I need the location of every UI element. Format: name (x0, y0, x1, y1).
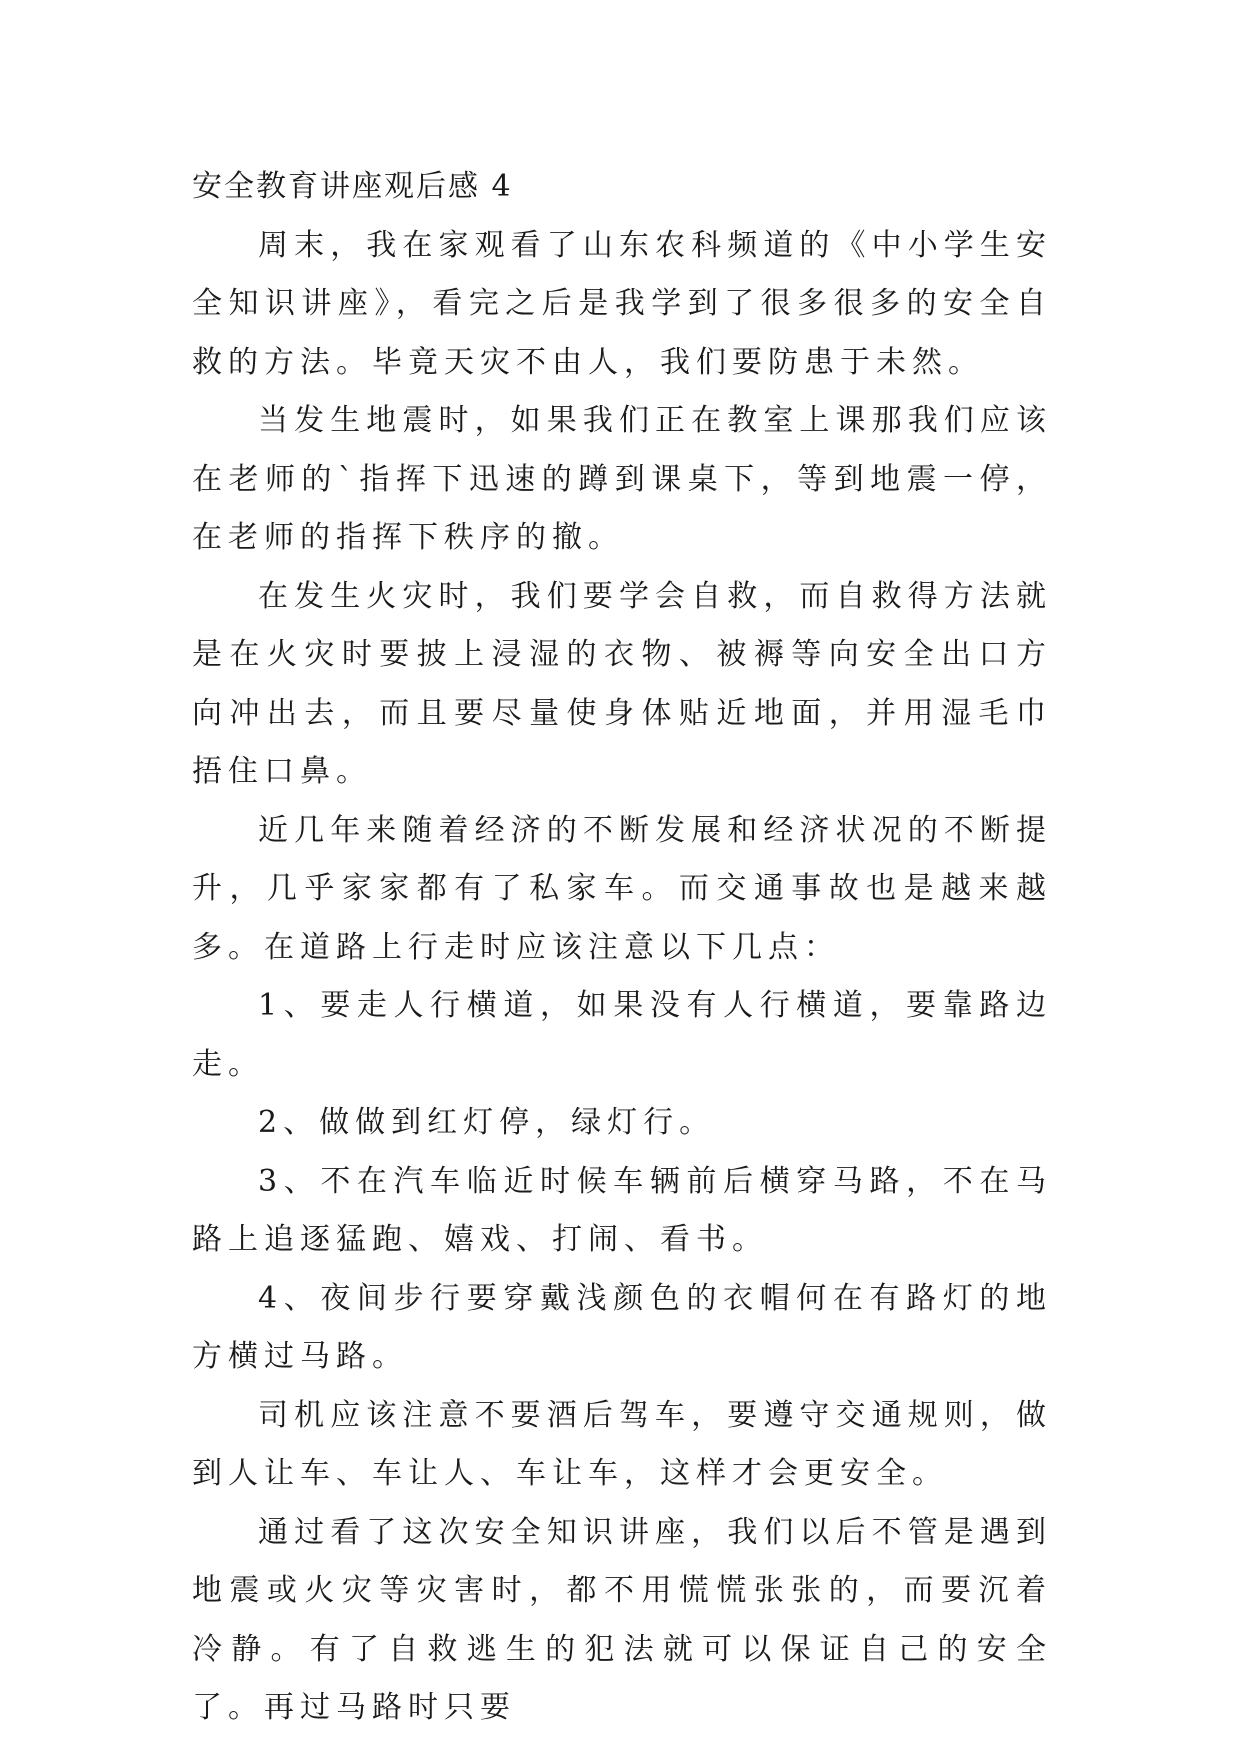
list-item-4: 4、夜间步行要穿戴浅颜色的衣帽何在有路灯的地方横过马路。 (192, 1280, 1052, 1374)
paragraph-traffic: 近几年来随着经济的不断发展和经济状况的不断提升，几乎家家都有了私家车。而交通事故也是越来越多。在道路上行走时应该注意以下几点： (192, 812, 1052, 965)
document-body (192, 158, 1052, 1738)
list-item-1: 1、要走人行横道，如果没有人行横道，要靠路边走。 (192, 988, 1052, 1082)
paragraph-conclusion: 通过看了这次安全知识讲座，我们以后不管是遇到地震或火灾等灾害时，都不用慌慌张张的，而要沉着冷静。有了自救逃生的犯法就可以保证自己的安全了。再过马路时只要 (192, 1514, 1052, 1725)
document-title: 安全教育讲座观后感 4 (192, 169, 513, 204)
list-item-3: 3、不在汽车临近时候车辆前后横穿马路，不在马路上追逐猛跑、嬉戏、打闹、看书。 (192, 1163, 1052, 1257)
paragraph-earthquake: 当发生地震时，如果我们正在教室上课那我们应该在老师的`指挥下迅速的蹲到课桌下，等到地震一停，在老师的指挥下秩序的撤。 (192, 403, 1052, 555)
paragraph-intro: 周末，我在家观看了山东农科频道的《中小学生安全知识讲座》，看完之后是我学到了很多很多的安全自救的方法。毕竟天灾不由人，我们要防患于未然。 (192, 227, 1052, 380)
paragraph-drivers: 司机应该注意不要酒后驾车，要遵守交通规则，做到人让车、车让人、车让车，这样才会更安全。 (192, 1397, 1052, 1491)
list-item-2: 2、做做到红灯停，绿灯行。 (258, 1105, 716, 1140)
paragraph-fire: 在发生火灾时，我们要学会自救，而自救得方法就是在火灾时要披上浸湿的衣物、被褥等向安全出口方向冲出去，而且要尽量使身体贴近地面，并用湿毛巾捂住口鼻。 (192, 578, 1052, 789)
